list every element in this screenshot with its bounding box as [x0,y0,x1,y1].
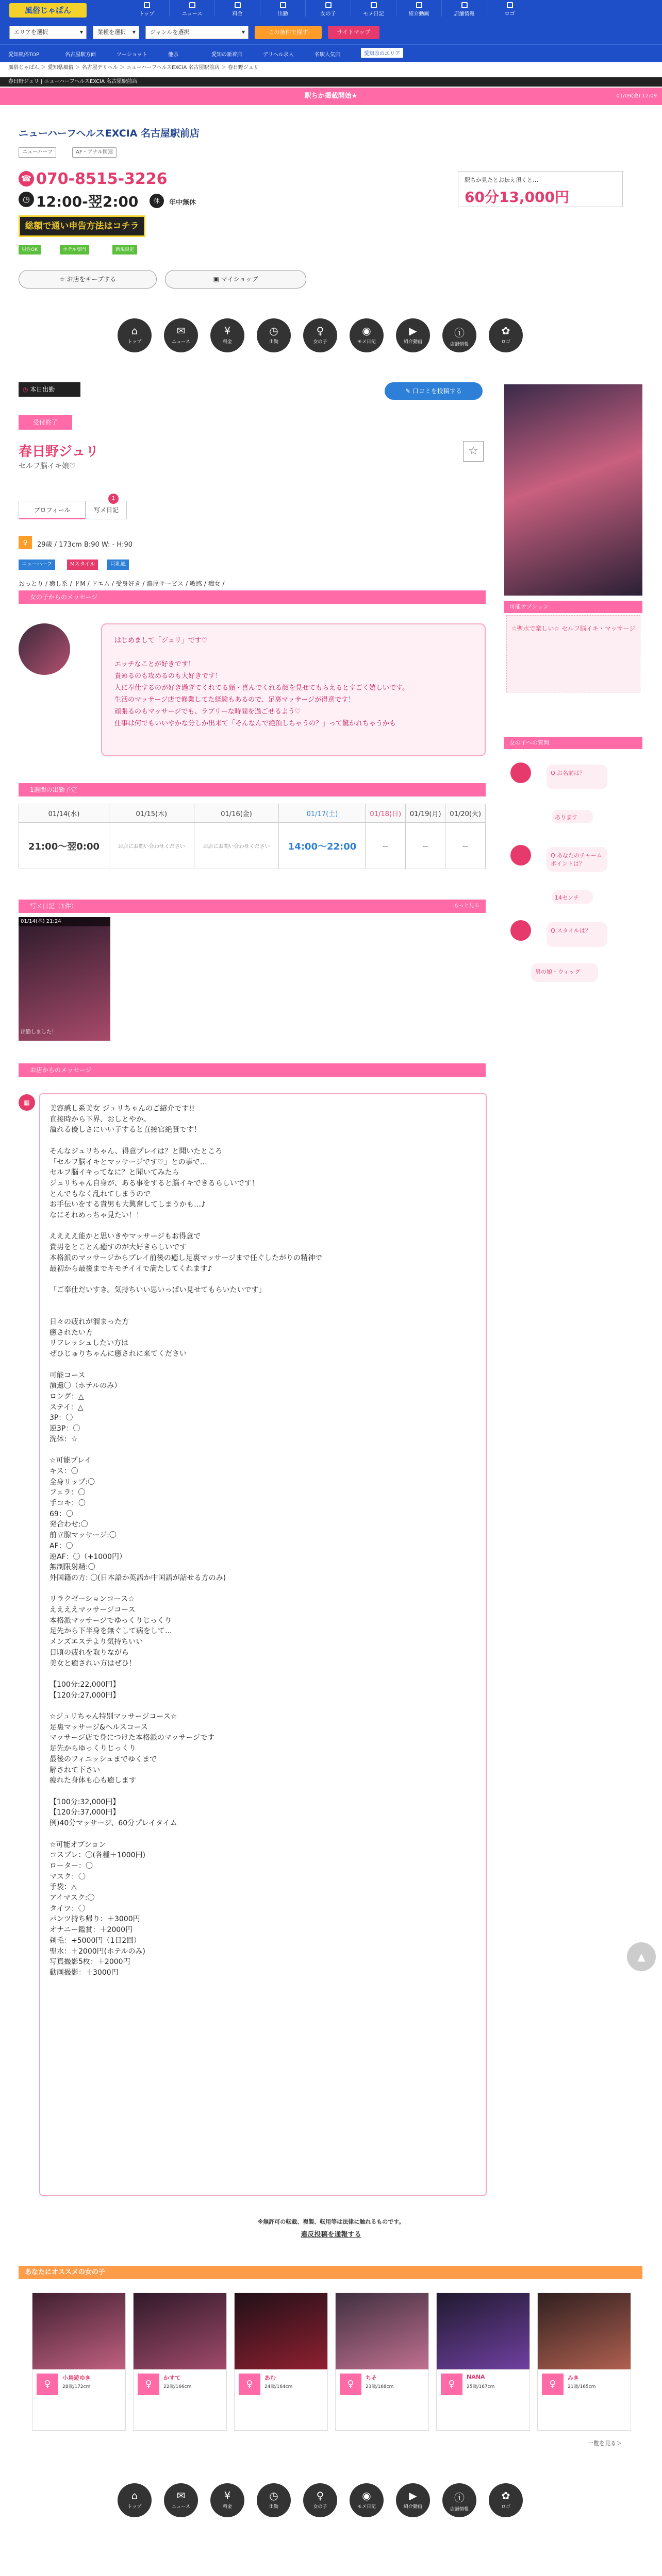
schedule-time: ー [366,823,405,869]
qa-icon [510,762,531,783]
diary-photo[interactable] [19,917,110,1041]
icon-logo[interactable]: ✿ ロゴ [489,2483,523,2517]
video-icon [416,2,422,8]
guide-banner[interactable]: 総額で通い申告方法はコチラ [19,215,145,237]
price-value: 60分13,000円 [465,189,570,206]
icon-price[interactable]: ¥ 料金 [210,2483,244,2517]
recommend-card[interactable]: ♀ ちそ 23歳/168cm [335,2293,429,2431]
recommend-card[interactable]: ♀ 小鳥遊ゆき 28歳/172cm [32,2293,126,2431]
category-select[interactable]: ジャンルを選択 ▼ [145,26,249,39]
profile-icon: ♀ [19,536,32,549]
greeting-text: はじめまして「ジュリ」です♡ エッチなことが好きです！ 責めるのも攻めるのも大好きです！ 人に奉仕するのが好き過ぎてくれてる顔・喜んでくれる顔を見せてもらえるとすごく嬉しいです。 生活のマッサージ店で修業してた経験もあるので、足裏マッサージが得意です！ 頑張るのもマッサージでも、ラブリーな時間を過ごせるよう♡ 仕事は何でもいいやかな分しか出来て「そんなんで絶頂しちゃうの？」って驚かれちゃうかも [101,623,486,756]
diary-count-badge: 1 [108,494,119,504]
schedule-day: 01/18(日) [366,804,405,823]
schedule-day: 01/16(金) [194,804,279,823]
info-icon [461,2,468,8]
clock-icon: ◷ [19,192,34,207]
greeting-header: 女の子からのメッセージ [19,590,486,604]
subnav-item[interactable]: 名駅人気店 [315,52,340,58]
girl-size: 29歳 / 173cm B:90 W: - H:90 [37,541,133,549]
date-text: 01/09(金) 12:09 [616,93,657,99]
icon-girls[interactable]: ♀ 女の子 [303,2483,337,2517]
schedule-time: ー [405,823,445,869]
schedule-day: 01/15(木) [109,804,194,823]
feature-tag: ホテル専門 [60,245,89,255]
diary-more-link[interactable]: もっと見る [454,903,479,909]
shop-message: 美容感し系美女 ジュリちゃんのご紹介です!! 直接時から下界、おしとやか。 溢れる優しさにいい子すると直接官絶賛です！ そんなジュリちゃん、得意プレイは？と聞いたところ 「セルフ脳イキとマッサージです♡」との事で… セルフ脳イキってなに？と聞いてみたら ジュリちゃん自身が、ある事をすると脳イキできるらしいです！ とんでもなく乱れてしまうので お手伝いをする貴男も大興奮してしまうかも…♪ なにそれめっちゃ見たい！！ ええええ能かと思いきやマッサージもお得意で 貴男をとことん癒すのが大好きらしいです 本格派のマッサージからプレイ前後の癒し足裏マッサージまで任ぐしたがりの精神で 最初から最後までキモチイイで満たしてくれます♪ 「ご奉仕だいすき。気持ちいい思いっぱい見せてもらいたいです」 日々の疲れが溜まった方 癒されたい方 リフレッシュしたい方は ぜひじゅりちゃんに癒されに来てください 可能コース 演還〇（ホテルのみ） ロング：△ ステイ：△ 3P：〇 逆3P：〇 洗体：☆ ☆可能プレイ キス：〇 全身リップ:〇 フェラ：〇 手コキ：〇 69：〇 発合わせ:〇 前立腺マッサージ:〇 AF：〇 逆AF：〇（+1000円） 無制限射精:〇 外国籍の方: 〇(日本語か英語か中国語が話せる方のみ) リラクゼーションコース☆ ええええマッサージコース 本格派マッサージでゆっくりじっくり 足先から下半身を無ぐして病をして... メンズエステより気持ちいい 日頃の疲れを取りながら 美女と癒されい方はぜひ！ 【100分:22,000円】 【120分:27,000円】 ☆ジュリちゃん特別マッサージコース☆ 足裏マッサージ&ヘルスコース マッサージ店で身につけた本格派のマッサージです 足先からゆっくりじっくり 最後のフィニッシュまでゆくまで 解されて下さい 疲れた身体も心も癒します 【100分:32,000円】 【120分:37,000円】 例)40分マッサージ、60分プレイタイム ☆可能オプション コスプレ：〇(各種＋1000円) ローター：〇 マスク：〇 手袋：△ アイマスク:〇 タイツ：〇 パンツ持ち帰り：＋3000円 オナニー鑑賞：＋2000円 剃毛：+5000円（1日2回） 聖水：＋2000円(ホテルのみ) 写真撮影5枚：＋2000円 動画撮影：＋3000円 [39,1093,487,2196]
nav-schedule[interactable]: 出勤 [260,0,305,16]
girl-photo [437,2293,529,2369]
info-icon: ⓘ [454,2492,465,2504]
diary-header: 写メ日記（1件） もっと見る [19,900,486,913]
camera-icon: ◉ [362,2489,371,2502]
star-icon: ☆ [59,276,67,283]
girl-photo [134,2293,226,2369]
subnav-item[interactable]: デリヘル求人 [263,52,294,58]
avatar: ♀ [542,2374,564,2395]
girl-icon: ♀ [316,2489,324,2502]
myshop-button[interactable]: ▣ マイショップ [165,270,306,289]
genre-select[interactable]: 業種を選択 ▼ [93,26,139,39]
subnav-item[interactable]: ツーショット [117,52,147,58]
avatar [19,623,70,675]
main-photo[interactable] [504,384,642,596]
recommend-card[interactable]: ♀ みき 21歳/165cm [537,2293,631,2431]
qa-answer: あります [552,810,593,823]
video-icon: ▶ [409,325,417,337]
copyright-notice: ※無許可の転載、複製、転用等は法律に触れるものです。 [257,2218,405,2225]
recommend-header: あなたにオススメの女の子 [19,2266,642,2279]
girl-icon [325,2,332,8]
subnav-area[interactable]: 愛知県のエリア [361,48,403,58]
subnav-item[interactable]: 愛知の新着店 [211,52,242,58]
video-icon: ▶ [409,2489,417,2502]
girl-type: おっとり / 癒し系 / ドM / ドエム / 受身好き / 濃厚サービス / 敏感 / 痴女 / [19,580,225,587]
schedule-header: 1週間の出勤予定 [19,783,486,796]
business-hours: 12:00-翌2:00 [36,193,139,210]
favorite-star-icon[interactable]: ☆ [463,441,484,462]
nav-shop[interactable]: 店舗情報 [441,0,487,16]
subnav-item[interactable]: 愛知風俗TOP [8,52,40,58]
sitemap-button[interactable]: サイトマップ [328,26,379,39]
girl-catch: セルフ脳イキ娘♡ [19,462,76,470]
qa-question: Q.スタイルは？ [547,922,607,947]
girl-photo [32,2293,125,2369]
icon-diary[interactable]: ◉ モメ日記 [350,318,384,352]
qa-question: Q.あなたのチャームポイントは？ [547,847,607,872]
nav-girls[interactable]: 女の子 [305,0,351,16]
avatar: ♀ [37,2374,58,2395]
girl-photo [336,2293,428,2369]
top-header [0,0,662,52]
clock-icon [280,2,286,8]
keep-shop-button[interactable]: ☆ お店をキープする [19,270,157,289]
nav-top[interactable]: トップ [124,0,169,16]
icon-top[interactable]: ⌂ トップ [118,2483,152,2517]
shop-tag: ニューハーフ [19,147,56,158]
qa-header: 女の子への質問 [504,737,642,749]
site-logo[interactable]: 風俗じゃぱん [9,3,87,18]
subnav-item[interactable]: 他県 [168,52,178,58]
subnav-item[interactable]: 名古屋駅方面 [65,52,96,58]
home-icon: ⌂ [131,2489,138,2502]
schedule-day: 01/14(水) [19,804,109,823]
home-icon: ⌂ [131,325,138,337]
qa-icon [510,845,531,866]
info-icon: ⓘ [454,327,465,339]
qa-question: Q.お名前は？ [547,765,607,789]
camera-icon: ◉ [362,325,371,337]
schedule-time: お店にお問い合わせください [109,823,194,869]
yen-icon: ¥ [224,2489,231,2502]
recommend-card[interactable]: ♀ かすて 22歳/166cm [133,2293,227,2431]
avatar: ♀ [441,2374,462,2395]
review-button[interactable]: ✎ 口コミを投稿する [385,382,483,400]
nav-video[interactable]: 紹介動画 [396,0,441,16]
qa-answer: 14センチ [552,890,593,904]
clock-icon: ◷ [269,2489,278,2502]
qa-answer: 男の娘・ウィッグ [531,963,598,982]
home-icon [144,2,150,8]
logo-icon: ✿ [501,325,510,337]
nav-news[interactable]: ニュース [169,0,214,16]
tab-diary[interactable]: 写メ日記 [86,501,127,519]
report-link[interactable]: 違反投稿を通報する [301,2231,361,2239]
girl-tag: 巨乳風 [107,560,129,570]
clock-icon: ◷ [269,325,278,337]
recommend-card[interactable]: ♀ NANA 25歳/167cm [436,2293,530,2431]
pen-icon: ✎ [405,387,412,395]
announce-bar[interactable]: 駅ちか掲載開始★ 01/09(金) 12:09 [0,88,662,105]
diary-date: 01/14(水) 21:24 [19,917,110,926]
girl-tag: Mスタイル [67,560,98,570]
schedule-time: ー [445,823,486,869]
option-header: 可能オプション [504,601,642,613]
sub-nav [0,44,662,62]
nav-diary[interactable]: モメ日記 [351,0,396,16]
option-text: ☆聖水で楽しい☆ セルフ脳イキ・マッサージ [506,615,640,692]
recommend-more-link[interactable]: 一覧を見る＞ [588,2440,622,2447]
icon-news[interactable]: ✉ ニュース [164,318,198,352]
tab-profile[interactable]: プロフィール [19,501,86,519]
price-box[interactable] [458,171,623,207]
nav-logo[interactable]: ロゴ [487,0,532,16]
icon-top[interactable]: ⌂ トップ [118,318,152,352]
avatar: ♀ [340,2374,361,2395]
page-title-bar: 春日野ジュリ | ニューハーフヘルスEXCIA 名古屋駅前店 [0,77,662,87]
icon-schedule[interactable]: ◷ 出勤 [257,2483,291,2517]
holiday-text: 年中無休 [169,199,196,207]
search-button[interactable]: この条件で探す [255,26,322,39]
status-badge: ◷ 本日出勤 [19,382,80,397]
girl-tag: ニューハーフ [19,560,55,570]
logo-icon [507,2,513,8]
girl-icon: ♀ [316,325,324,337]
icon-shop[interactable]: ⓘ 店舗情報 [442,318,476,352]
feature-tag: 男性OK [19,245,41,255]
phone-number[interactable]: 070-8515-3226 [36,170,168,188]
schedule-time: 14:00〜22:00 [279,823,366,869]
girl-name: 春日野ジュリ [19,444,99,460]
icon-schedule[interactable]: ◷ 出勤 [257,318,291,352]
icon-girls[interactable]: ♀ 女の子 [303,318,337,352]
scroll-top-icon[interactable]: ▲ [627,1942,656,1971]
message-header: お店からのメッセージ [19,1063,486,1077]
feature-tag: 新規限定 [112,245,137,255]
icon-logo[interactable]: ✿ ロゴ [489,318,523,352]
schedule-day: 01/17(土) [279,804,366,823]
icon-shop[interactable]: ⓘ 店舗情報 [442,2483,476,2517]
icon-news[interactable]: ✉ ニュース [164,2483,198,2517]
schedule-table [19,804,486,869]
closed-badge: 受付終了 [19,415,72,430]
nav-price[interactable]: 料金 [214,0,260,16]
clock-icon: ◷ [23,386,30,393]
price-label: 駅ちか見たとお伝え頂くと… [465,177,538,183]
camera-icon [371,2,377,8]
schedule-day: 01/20(火) [445,804,486,823]
girl-photo [538,2293,631,2369]
phone-icon: ☎ [19,171,34,187]
icon-video[interactable]: ▶ 紹介動画 [396,318,430,352]
schedule-time: 21:00〜翌0:00 [19,823,109,869]
shop-icon: ▣ [213,276,221,283]
icon-diary[interactable]: ◉ モメ日記 [350,2483,384,2517]
avatar: ♀ [239,2374,260,2395]
area-select[interactable]: エリアを選択 ▼ [9,26,87,39]
megaphone-icon: ✉ [176,325,186,337]
breadcrumb[interactable]: 風俗じゃぱん ＞ 愛知県風俗 ＞ 名古屋デリヘル ＞ ニューハーフヘルスEXCIA 名古屋駅前店 ＞ 春日野ジュリ [8,65,259,71]
megaphone-icon: ✉ [176,2489,186,2502]
avatar: ♀ [138,2374,159,2395]
qa-icon [510,920,531,941]
logo-icon: ✿ [501,2489,510,2502]
news-icon [189,2,195,8]
icon-video[interactable]: ▶ 紹介動画 [396,2483,430,2517]
diary-caption: 出勤しました！ [21,1029,57,1035]
yen-icon: ¥ [224,325,231,337]
yen-icon [235,2,241,8]
icon-price[interactable]: ¥ 料金 [210,318,244,352]
shop-tag: AF・アナル関連 [72,147,117,158]
girl-photo [235,2293,327,2369]
schedule-time: お店にお問い合わせください [194,823,279,869]
calendar-icon: ▦ [19,1094,35,1111]
holiday-icon: 休 [150,194,164,208]
recommend-card[interactable]: ♀ あむ 24歳/164cm [234,2293,328,2431]
schedule-day: 01/19(月) [405,804,445,823]
shop-name[interactable]: ニューハーフヘルスEXCIA 名古屋駅前店 [19,128,200,139]
